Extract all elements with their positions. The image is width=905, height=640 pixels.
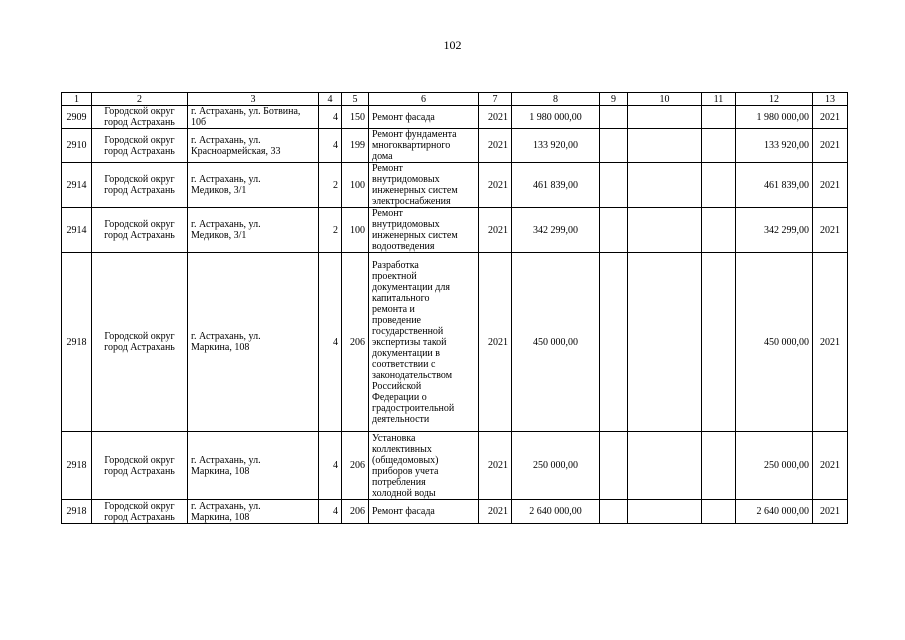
column-9-cell [600, 208, 628, 253]
column-10-cell [628, 163, 702, 208]
municipality-cell [92, 500, 188, 524]
work-type-cell-line: Федерации о [372, 391, 427, 403]
total-cost-cell: 461 839,00 [512, 163, 600, 208]
column-13-cell: 2021 [813, 129, 848, 163]
address-cell [188, 208, 319, 253]
column-13-cell: 2021 [813, 163, 848, 208]
row-id-cell: 2918 [62, 253, 92, 432]
address-cell-line: Маркина, 108 [191, 342, 250, 353]
column-13-cell: 2021 [813, 500, 848, 524]
municipality-cell-line: город Астрахань [104, 465, 175, 477]
municipality-cell-line: город Астрахань [104, 185, 175, 196]
work-type-cell-line: Ремонт фундамента [372, 129, 457, 140]
column-9-cell [600, 163, 628, 208]
column-12-cell: 342 299,00 [736, 208, 813, 253]
work-type-cell-line: дома [372, 151, 393, 162]
work-type-cell-line: электроснабжения [372, 196, 451, 207]
header-row [62, 93, 848, 106]
work-type-cell [369, 253, 479, 432]
total-cost-cell: 2 640 000,00 [512, 500, 600, 524]
total-cost-cell: 342 299,00 [512, 208, 600, 253]
work-type-cell-line: водоотведения [372, 241, 435, 252]
work-type-cell-line: документации для [372, 281, 450, 293]
row-id-cell: 2909 [62, 106, 92, 129]
year-cell: 2021 [479, 129, 512, 163]
work-type-cell-line: Ремонт [372, 163, 403, 174]
column-11-cell [702, 500, 736, 524]
year-cell: 2021 [479, 208, 512, 253]
column-5-cell: 100 [342, 208, 369, 253]
work-type-cell-line: ремонта и [372, 303, 415, 315]
municipality-cell [92, 106, 188, 129]
work-type-cell-line: документации в [372, 347, 440, 359]
total-cost-cell: 133 920,00 [512, 129, 600, 163]
address-cell-line: Медиков, 3/1 [191, 185, 247, 196]
address-cell-line: Красноармейская, 33 [191, 145, 281, 157]
municipality-cell-line: Городской округ [104, 106, 175, 117]
work-type-cell [369, 163, 479, 208]
column-11-cell [702, 432, 736, 500]
column-12-cell: 1 980 000,00 [736, 106, 813, 129]
column-9-cell [600, 432, 628, 500]
column-5-cell: 206 [342, 500, 369, 524]
column-5-cell: 206 [342, 253, 369, 432]
column-header-9: 9 [600, 93, 628, 106]
municipality-cell-line: Городской округ [104, 454, 175, 466]
municipality-cell-line: город Астрахань [104, 117, 175, 128]
column-10-cell [628, 106, 702, 129]
municipality-cell [92, 208, 188, 253]
work-type-cell-line: многоквартирного [372, 140, 451, 151]
work-type-cell-line: Ремонт фасада [372, 506, 435, 517]
work-type-cell-line: инженерных систем [372, 185, 458, 196]
work-type-cell [369, 106, 479, 129]
column-12-cell: 2 640 000,00 [736, 500, 813, 524]
page-number: 102 [443, 38, 462, 52]
repair-program-table [61, 92, 848, 524]
year-cell: 2021 [479, 432, 512, 500]
work-type-cell-line: приборов учета [372, 465, 439, 477]
column-header-5: 5 [342, 93, 369, 106]
work-type-cell-line: капитального [372, 292, 430, 304]
column-13-cell: 2021 [813, 106, 848, 129]
work-type-cell-line: внутридомовых [372, 174, 440, 185]
total-cost-cell: 1 980 000,00 [512, 106, 600, 129]
work-type-cell-line: потребления [372, 476, 426, 488]
column-4-cell: 2 [319, 163, 342, 208]
column-4-cell: 2 [319, 208, 342, 253]
column-9-cell [600, 500, 628, 524]
municipality-cell [92, 163, 188, 208]
year-cell: 2021 [479, 500, 512, 524]
address-cell-line: 10б [191, 117, 207, 128]
work-type-cell [369, 500, 479, 524]
table-row [62, 106, 848, 129]
municipality-cell-line: город Астрахань [104, 230, 175, 241]
address-cell [188, 106, 319, 129]
column-12-cell: 450 000,00 [736, 253, 813, 432]
work-type-cell-line: Ремонт [372, 208, 403, 219]
row-id-cell: 2918 [62, 500, 92, 524]
row-id-cell: 2918 [62, 432, 92, 500]
work-type-cell-line: государственной [372, 325, 444, 337]
row-id-cell: 2914 [62, 208, 92, 253]
column-4-cell: 4 [319, 432, 342, 500]
column-10-cell [628, 253, 702, 432]
work-type-cell-line: проектной [372, 270, 417, 282]
column-11-cell [702, 163, 736, 208]
column-header-7: 7 [479, 93, 512, 106]
column-10-cell [628, 500, 702, 524]
address-cell-line: Маркина, 108 [191, 465, 250, 477]
column-12-cell: 133 920,00 [736, 129, 813, 163]
column-4-cell: 4 [319, 129, 342, 163]
municipality-cell-line: Городской округ [104, 500, 175, 512]
work-type-cell [369, 129, 479, 163]
row-id-cell: 2914 [62, 163, 92, 208]
column-12-cell: 250 000,00 [736, 432, 813, 500]
work-type-cell-line: законодательством [372, 369, 453, 381]
column-header-2: 2 [92, 93, 188, 106]
column-4-cell: 4 [319, 106, 342, 129]
table-row [62, 253, 848, 432]
column-header-8: 8 [512, 93, 600, 106]
address-cell-line: г. Астрахань, ул. [191, 454, 261, 466]
municipality-cell-line: Городской округ [104, 134, 175, 146]
table-body [62, 106, 848, 524]
address-cell-line: г. Астрахань, ул. [191, 174, 261, 185]
column-header-3: 3 [188, 93, 319, 106]
column-header-10: 10 [628, 93, 702, 106]
work-type-cell-line: экспертизы такой [372, 336, 447, 348]
year-cell: 2021 [479, 253, 512, 432]
work-type-cell-line: проведение [372, 314, 421, 326]
work-type-cell-line: Разработка [372, 259, 419, 271]
column-5-cell: 206 [342, 432, 369, 500]
column-5-cell: 199 [342, 129, 369, 163]
address-cell [188, 163, 319, 208]
column-10-cell [628, 432, 702, 500]
address-cell-line: г. Астрахань, ул. [191, 219, 261, 230]
column-header-4: 4 [319, 93, 342, 106]
column-10-cell [628, 208, 702, 253]
table-row [62, 500, 848, 524]
table-row [62, 163, 848, 208]
work-type-cell-line: внутридомовых [372, 219, 440, 230]
work-type-cell-line: Российской [372, 380, 422, 392]
work-type-cell [369, 432, 479, 500]
municipality-cell-line: город Астрахань [104, 511, 175, 523]
year-cell: 2021 [479, 163, 512, 208]
work-type-cell-line: Ремонт фасада [372, 111, 435, 123]
table-row [62, 432, 848, 500]
column-9-cell [600, 106, 628, 129]
column-header-11: 11 [702, 93, 736, 106]
work-type-cell [369, 208, 479, 253]
column-4-cell: 4 [319, 500, 342, 524]
work-type-cell-line: Установка [372, 432, 416, 444]
year-cell: 2021 [479, 106, 512, 129]
total-cost-cell: 250 000,00 [512, 432, 600, 500]
column-11-cell [702, 208, 736, 253]
table-row [62, 208, 848, 253]
work-type-cell-line: соответствии с [372, 358, 436, 370]
column-12-cell: 461 839,00 [736, 163, 813, 208]
work-type-cell-line: инженерных систем [372, 230, 458, 241]
address-cell-line: Маркина, 108 [191, 511, 250, 523]
address-cell-line: г. Астрахань, ул. [191, 331, 261, 342]
column-5-cell: 100 [342, 163, 369, 208]
municipality-cell-line: Городской округ [104, 174, 175, 185]
table-header [62, 93, 848, 106]
address-cell [188, 253, 319, 432]
column-header-13: 13 [813, 93, 848, 106]
column-11-cell [702, 253, 736, 432]
municipality-cell [92, 432, 188, 500]
column-11-cell [702, 106, 736, 129]
address-cell-line: Медиков, 3/1 [191, 230, 247, 241]
work-type-cell-line: градостроительной [372, 402, 455, 414]
address-cell [188, 432, 319, 500]
work-type-cell-line: коллективных [372, 443, 432, 455]
work-type-cell-line: деятельности [372, 413, 430, 425]
column-9-cell [600, 129, 628, 163]
column-13-cell: 2021 [813, 208, 848, 253]
total-cost-cell: 450 000,00 [512, 253, 600, 432]
municipality-cell-line: Городской округ [104, 331, 175, 342]
address-cell [188, 129, 319, 163]
column-header-6: 6 [369, 93, 479, 106]
column-header-1: 1 [62, 93, 92, 106]
column-13-cell: 2021 [813, 253, 848, 432]
work-type-cell-line: холодной воды [372, 487, 436, 499]
row-id-cell: 2910 [62, 129, 92, 163]
address-cell-line: г. Астрахань, ул. [191, 134, 261, 146]
column-10-cell [628, 129, 702, 163]
column-9-cell [600, 253, 628, 432]
municipality-cell-line: город Астрахань [104, 342, 175, 353]
table-row [62, 129, 848, 163]
address-cell-line: г. Астрахань, ул. [191, 500, 261, 512]
column-4-cell: 4 [319, 253, 342, 432]
municipality-cell-line: Городской округ [104, 219, 175, 230]
column-header-12: 12 [736, 93, 813, 106]
work-type-cell-line: (общедомовых) [372, 454, 439, 466]
municipality-cell [92, 129, 188, 163]
address-cell-line: г. Астрахань, ул. Ботвина, [191, 106, 301, 117]
column-5-cell: 150 [342, 106, 369, 129]
column-11-cell [702, 129, 736, 163]
address-cell [188, 500, 319, 524]
column-13-cell: 2021 [813, 432, 848, 500]
municipality-cell [92, 253, 188, 432]
municipality-cell-line: город Астрахань [104, 145, 175, 157]
